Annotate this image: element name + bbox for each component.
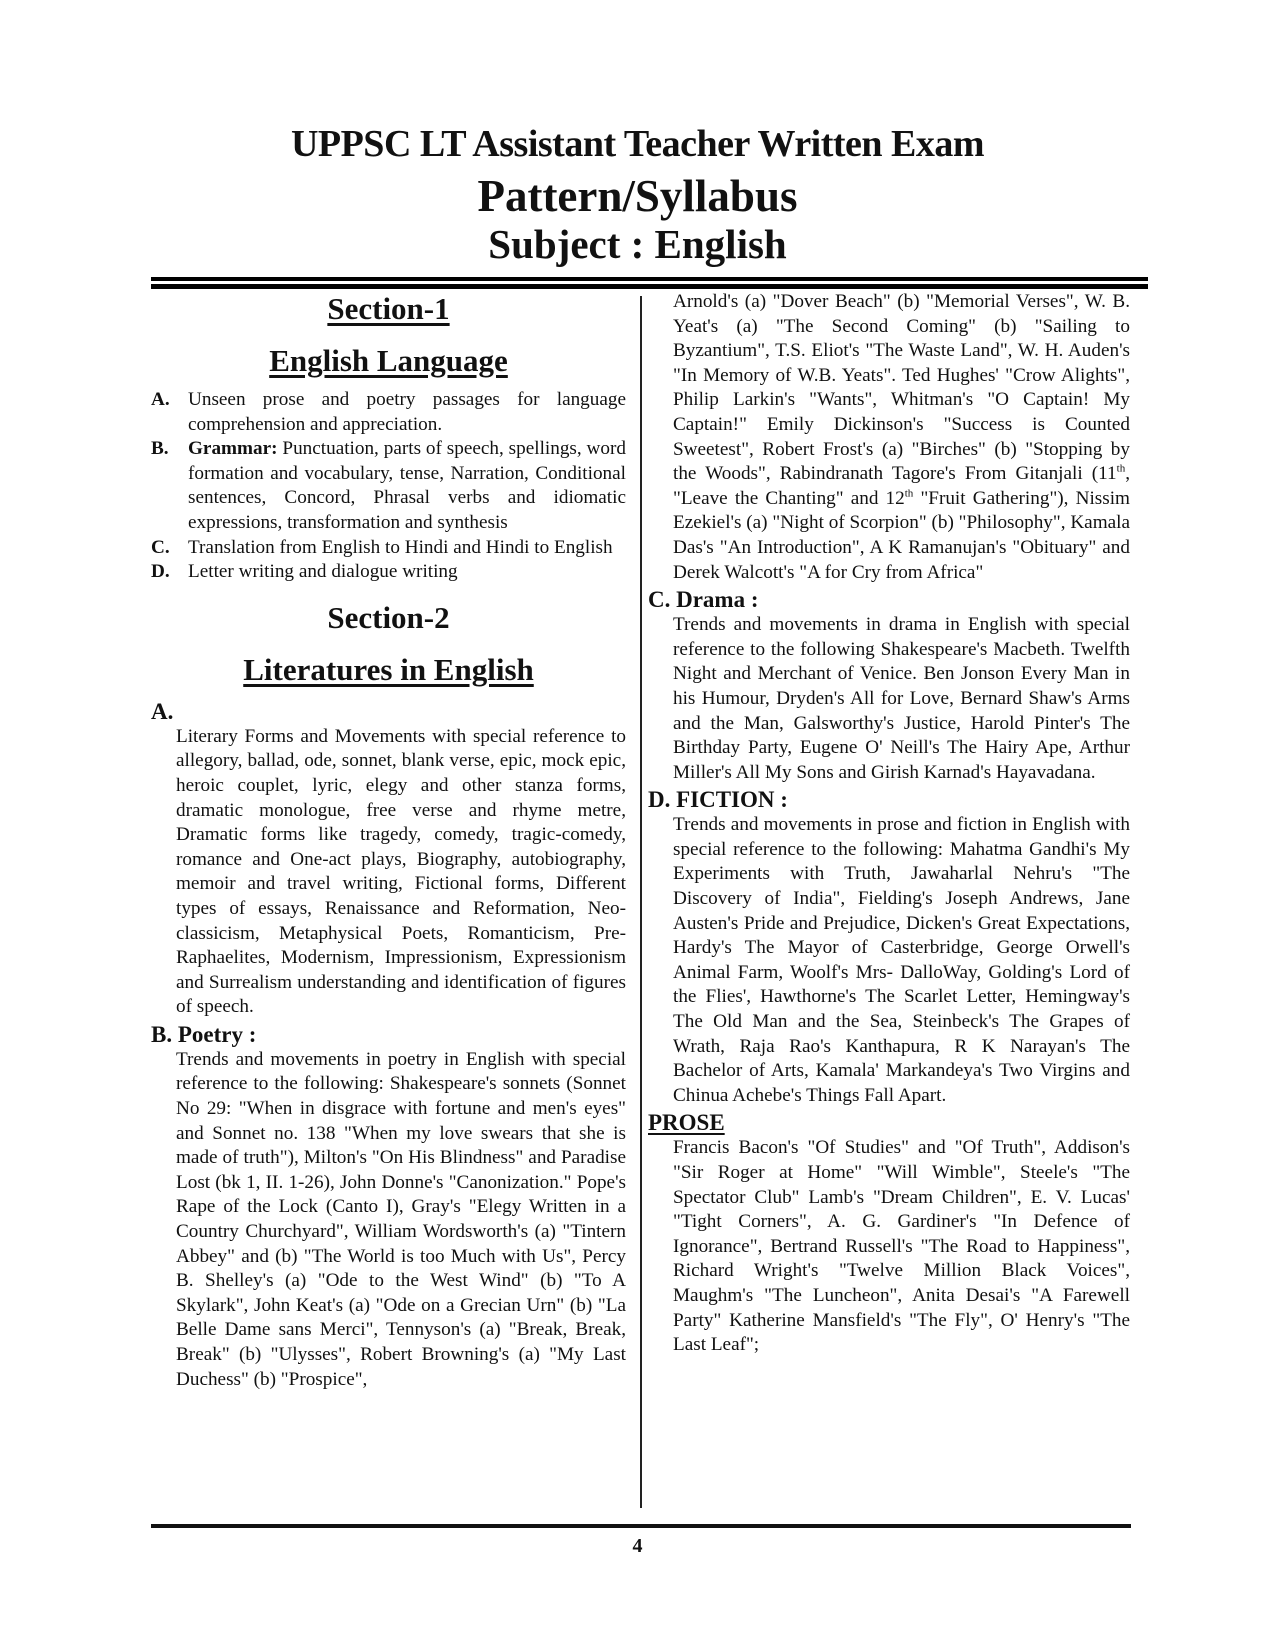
part-b-label: B. Poetry :: [151, 1021, 257, 1047]
list-item-text: Letter writing and dialogue writing: [188, 561, 458, 583]
document-subtitle: Pattern/Syllabus: [477, 171, 798, 221]
prose-label: PROSE: [648, 1110, 725, 1136]
page-number: 4: [632, 1535, 643, 1557]
section-1-list: [151, 388, 626, 585]
list-item-text: [188, 437, 626, 535]
part-b-continued-text: [648, 290, 1130, 585]
prose-text: Francis Bacon's "Of Studies" and "Of Truth", Addison's "Sir Roger at Home" "Will Wimble", Steele's "The Spectator Club" Lamb's "Dream Children", E. V. Lucas' "Tight Corners", A. G. Gardiner's "In Defence of Ignorance", Bertrand Russell's "The Road to Happiness", Richard Wright's "Twelve Million Black Voices", Maughm's "The Luncheon", Anita Desai's "A Farewell Party" Katherine Mansfield's "The Fly", O' Henry's "The Last Leaf";: [673, 1137, 1130, 1356]
ordinal-suffix: th: [1116, 462, 1126, 475]
section-2-heading: Section-2: [327, 599, 450, 635]
footer-rule: [151, 1524, 1131, 1528]
list-item: [151, 437, 626, 535]
part-c-text: Trends and movements in drama in English with special reference to the following Shakespeare's Macbeth. Twelfth Night and Merchant of Venice. Ben Jonson Every Man in his Humour, Dryden's All for Love, Bernard Shaw's Arms and the Man, Galsworthy's Justice, Harold Pinter's The Birthday Party, Eugene O' Neill's The Hairy Ape, Arthur Miller's All My Sons and Girish Karnad's Hayavadana.: [673, 614, 1130, 783]
part-d-text: Trends and movements in prose and fiction in English with special reference to the following: Mahatma Gandhi's My Experiments with Truth, Jawaharlal Nehru's "The Discovery of India", Fielding's Joseph Andrews, Jane Austen's Pride and Prejudice, Dicken's Great Expectations, Hardy's The Mayor of Casterbridge, George Orwell's Animal Farm, Woolf's Mrs- DalloWay, Golding's Lord of the Flies', Hawthorne's The Scarlet Letter, Hemingway's The Old Man and the Sea, Steinbeck's The Grapes of Wrath, Raja Rao's Kanthapura, R K Narayan's The Bachelor of Arts, Kamala' Markandeya's Two Virgins and Chinua Achebe's Things Fall Apart.: [673, 814, 1130, 1106]
poetry-text-3: "Fruit Gathering"), Nissim Ezekiel's (a) "Night of Scorpion" (b) "Philosophy", Kamala Das's "An Introduction", A K Ramanujan's "Obituary" and Derek Walcott's "A for Cry from Africa": [673, 487, 1130, 583]
header-rule-thick: [151, 284, 1148, 289]
document-title: UPPSC LT Assistant Teacher Written Exam: [290, 123, 985, 165]
header-rule-thin: [151, 277, 1148, 281]
list-item: [151, 536, 626, 561]
column-divider: [640, 296, 642, 1508]
list-marker: D.: [151, 561, 170, 583]
section-1-subheading: English Language: [269, 343, 508, 378]
poetry-text-2: , "Leave the Chanting" and 12: [673, 463, 1130, 509]
left-column: [151, 290, 626, 1392]
subject-heading: Subject : English: [488, 221, 787, 267]
part-c-label: C. Drama :: [648, 587, 759, 613]
ordinal-suffix: th: [904, 487, 914, 500]
section-1-heading: Section-1: [327, 291, 450, 326]
grammar-label: Grammar:: [188, 438, 278, 460]
list-marker: A.: [151, 389, 170, 410]
right-column: [648, 290, 1130, 1358]
list-marker: C.: [151, 536, 170, 558]
poetry-text-1: Arnold's (a) "Dover Beach" (b) "Memorial Verses", W. B. Yeat's (a) "The Second Coming" (b) "Sailing to Byzantium", T.S. Eliot's "The Waste Land", W. H. Auden's "In Memory of W.B. Yeats". Ted Hughes' "Crow Alights", Philip Larkin's "Wants", Whitman's "O Captain! My Captain!" Emily Dickinson's "Success is Counted Sweetest", Robert Frost's (a) "Birches" (b) "Stopping by the Woods", Rabindranath Tagore's From Gitanjali (11: [673, 291, 1130, 485]
part-a-text: Literary Forms and Movements with special reference to allegory, ballad, ode, sonnet, blank verse, epic, mock epic, heroic couplet, lyric, elegy and other stanza forms, dramatic monologue, free verse and rhyme metre, Dramatic forms like tragedy, comedy, tragic-comedy, romance and One-act plays, Biography, autobiography, memoir and travel writing, Fictional forms, Different types of essays, Renaissance and Reformation, Neo-classicism, Metaphysical Poets, Romanticism, Pre-Raphaelites, Modernism, Impressionism, Expressionism and Surrealism understanding and identification of figures of speech.: [176, 725, 626, 1018]
grammar-text: Punctuation, parts of speech, spellings, word formation and vocabulary, tense, Narration, Conditional sentences, Concord, Phrasal verbs and idiomatic expressions, transformation and synthesis: [188, 438, 626, 533]
list-marker: B.: [151, 438, 169, 460]
part-a-label: A.: [151, 698, 174, 724]
part-b-text: Trends and movements in poetry in English with special reference to the following: Shakespeare's sonnets (Sonnet No 29: "When in disgrace with fortune and men's eyes" and Sonnet no. 138 "When my love swears that she is made of truth"), Milton's "On His Blindness" and Paradise Lost (bk 1, II. 1-26), John Donne's "Canonization." Pope's Rape of the Lock (Canto I), Gray's "Elegy Written in a Country Churchyard", William Wordsworth's (a) "Tintern Abbey" and (b) "The World is too Much with Us", Percy B. Shelley's (a) "Ode to the West Wind" (b) "To A Skylark", John Keat's (a) "Ode on a Grecian Urn" (b) "La Belle Dame sans Merci", Tennyson's (a) "Break, Break, Break" (b) "Ulysses", Robert Browning's (a) "My Last Duchess" (b) "Prospice",: [176, 1048, 626, 1390]
section-2-subheading: Literatures in English: [243, 651, 534, 687]
list-item: [151, 388, 626, 437]
list-item: [151, 560, 626, 585]
list-item-text: Unseen prose and poetry passages for language comprehension and appreciation.: [188, 389, 626, 435]
list-item-text: Translation from English to Hindi and Hindi to English: [188, 536, 613, 558]
part-d-label: D. FICTION :: [648, 787, 788, 813]
